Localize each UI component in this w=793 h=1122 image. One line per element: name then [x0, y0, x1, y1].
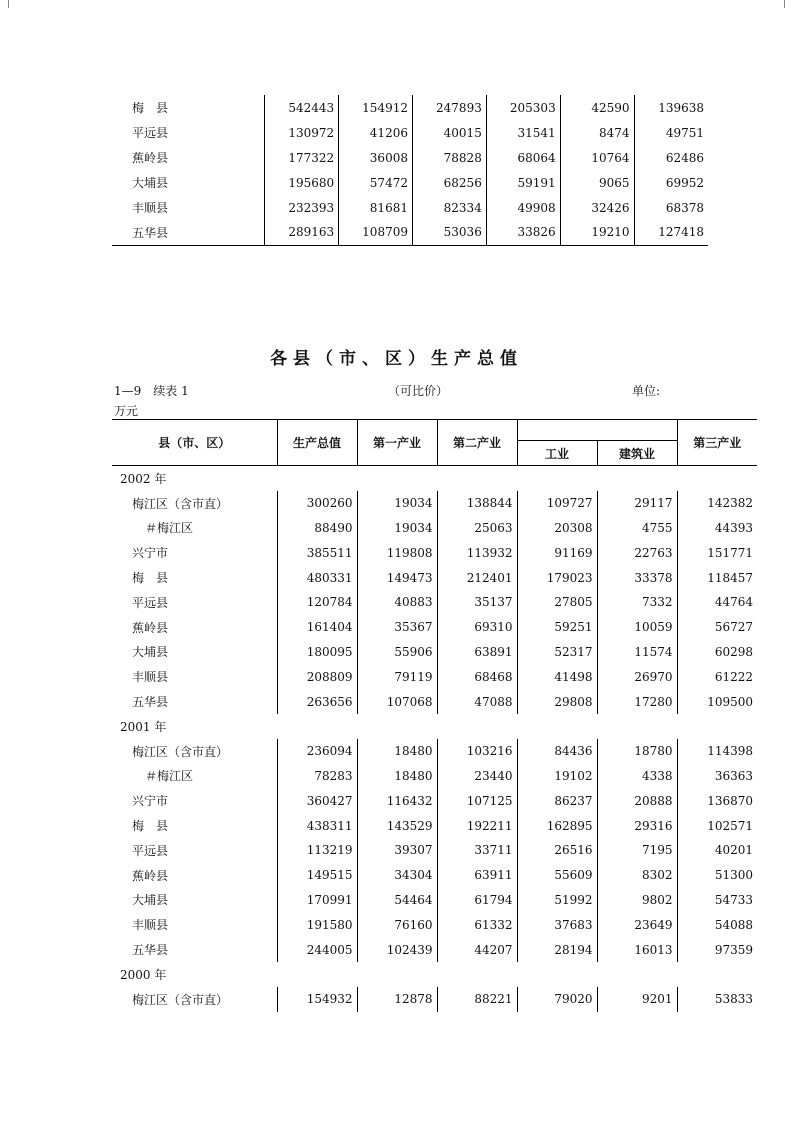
county-name: 梅 县	[112, 813, 277, 838]
value-cell: 62486	[665, 150, 704, 165]
value-cell: 480331	[277, 565, 357, 590]
county-name: 丰顺县	[112, 912, 277, 937]
value-cell: 76160	[357, 912, 437, 937]
table-row	[112, 640, 757, 665]
county-name: 平远县	[112, 120, 265, 145]
value-cell: 54088	[714, 917, 753, 932]
continuation-row	[112, 95, 708, 120]
value-cell: 17280	[597, 689, 677, 714]
value-cell: 44764	[714, 595, 753, 610]
year-row	[112, 962, 757, 987]
value-cell: 56727	[714, 620, 753, 635]
value-cell: 68378	[665, 200, 704, 215]
value-cell: 36008	[339, 145, 413, 170]
value-cell: 108709	[339, 220, 413, 245]
value-cell: 23649	[597, 912, 677, 937]
value-cell: 61332	[437, 912, 517, 937]
value-cell: 192211	[437, 813, 517, 838]
value-cell: 107068	[357, 689, 437, 714]
gdp-table-body	[112, 466, 757, 1012]
value-cell: 113219	[277, 838, 357, 863]
county-name: 丰顺县	[112, 195, 265, 220]
value-cell: 33378	[597, 565, 677, 590]
value-cell: 68256	[412, 170, 486, 195]
value-cell: 19102	[517, 764, 597, 789]
value-cell: 44207	[437, 937, 517, 962]
value-cell: 29316	[597, 813, 677, 838]
unit-value: 万元	[114, 404, 139, 418]
value-cell: 26516	[517, 838, 597, 863]
header-gdp: 生产总值	[277, 420, 357, 466]
value-cell: 12878	[357, 987, 437, 1012]
value-cell: 19034	[357, 491, 437, 516]
page-title: 各县（市、区）生产总值	[270, 349, 523, 369]
county-name: 大埔县	[112, 170, 265, 195]
county-name: 梅 县	[112, 95, 265, 120]
table-row	[112, 838, 757, 863]
year-label: 2000 年	[120, 967, 167, 982]
price-basis: （可比价）	[388, 384, 449, 398]
page-corner-mark-right	[784, 0, 793, 8]
county-name: 五华县	[112, 937, 277, 962]
value-cell: 35137	[437, 590, 517, 615]
value-cell: 4338	[597, 764, 677, 789]
county-name: 蕉岭县	[112, 863, 277, 888]
year-label: 2002 年	[120, 471, 167, 486]
value-cell: 88490	[277, 516, 357, 541]
header-county: 县（市、区）	[112, 420, 277, 466]
value-cell: 36363	[714, 768, 753, 783]
value-cell: 385511	[277, 540, 357, 565]
value-cell: 102571	[707, 818, 753, 833]
value-cell: 10764	[560, 145, 634, 170]
value-cell: 360427	[277, 788, 357, 813]
table-row	[112, 615, 757, 640]
value-cell: 9201	[597, 987, 677, 1012]
value-cell: 44393	[714, 520, 753, 535]
county-name: 蕉岭县	[112, 145, 265, 170]
county-name: 大埔县	[112, 640, 277, 665]
value-cell: 69952	[665, 175, 704, 190]
value-cell: 61794	[437, 888, 517, 913]
value-cell: 195680	[265, 170, 339, 195]
value-cell: 61222	[714, 669, 753, 684]
table-row	[112, 863, 757, 888]
value-cell: 54733	[714, 892, 753, 907]
county-name: 梅江区（含市直）	[112, 739, 277, 764]
value-cell: 59191	[486, 170, 560, 195]
value-cell: 208809	[277, 664, 357, 689]
value-cell: 149473	[357, 565, 437, 590]
value-cell: 82334	[412, 195, 486, 220]
value-cell: 84436	[517, 739, 597, 764]
value-cell: 55906	[357, 640, 437, 665]
value-cell: 116432	[357, 788, 437, 813]
county-name: ＃梅江区	[112, 764, 277, 789]
header-tertiary: 第三产业	[677, 420, 757, 466]
value-cell: 20888	[597, 788, 677, 813]
value-cell: 161404	[277, 615, 357, 640]
value-cell: 78828	[412, 145, 486, 170]
value-cell: 53833	[714, 992, 753, 1007]
value-cell: 212401	[437, 565, 517, 590]
value-cell: 79119	[357, 664, 437, 689]
value-cell: 205303	[486, 95, 560, 120]
value-cell: 142382	[707, 496, 753, 511]
gdp-table-header	[112, 420, 757, 466]
table-row	[112, 987, 757, 1012]
value-cell: 35367	[357, 615, 437, 640]
value-cell: 20308	[517, 516, 597, 541]
value-cell: 119808	[357, 540, 437, 565]
county-name: 丰顺县	[112, 664, 277, 689]
value-cell: 91169	[517, 540, 597, 565]
value-cell: 23440	[437, 764, 517, 789]
continuation-row	[112, 220, 708, 245]
value-cell: 170991	[277, 888, 357, 913]
year-row	[112, 466, 757, 491]
value-cell: 8474	[560, 120, 634, 145]
value-cell: 63911	[437, 863, 517, 888]
value-cell: 130972	[265, 120, 339, 145]
value-cell: 136870	[707, 793, 753, 808]
value-cell: 7332	[597, 590, 677, 615]
value-cell: 177322	[265, 145, 339, 170]
value-cell: 33711	[437, 838, 517, 863]
table-row	[112, 739, 757, 764]
value-cell: 154932	[277, 987, 357, 1012]
value-cell: 11574	[597, 640, 677, 665]
value-cell: 68064	[486, 145, 560, 170]
value-cell: 25063	[437, 516, 517, 541]
value-cell: 10059	[597, 615, 677, 640]
value-cell: 113932	[437, 540, 517, 565]
table-row	[112, 912, 757, 937]
value-cell: 438311	[277, 813, 357, 838]
value-cell: 97359	[714, 942, 753, 957]
value-cell: 27805	[517, 590, 597, 615]
continuation-table	[112, 95, 708, 246]
county-name: 平远县	[112, 590, 277, 615]
value-cell: 102439	[357, 937, 437, 962]
value-cell: 81681	[339, 195, 413, 220]
value-cell: 69310	[437, 615, 517, 640]
table-row	[112, 516, 757, 541]
year-label: 2001 年	[120, 719, 167, 734]
value-cell: 107125	[437, 788, 517, 813]
value-cell: 127418	[658, 225, 704, 240]
value-cell: 191580	[277, 912, 357, 937]
value-cell: 34304	[357, 863, 437, 888]
value-cell: 29117	[597, 491, 677, 516]
value-cell: 109727	[517, 491, 597, 516]
value-cell: 16013	[597, 937, 677, 962]
value-cell: 52317	[517, 640, 597, 665]
value-cell: 149515	[277, 863, 357, 888]
value-cell: 118457	[707, 570, 753, 585]
value-cell: 40201	[714, 843, 753, 858]
value-cell: 49751	[665, 125, 704, 140]
value-cell: 9065	[560, 170, 634, 195]
county-name: 兴宁市	[112, 540, 277, 565]
table-row	[112, 540, 757, 565]
value-cell: 47088	[437, 689, 517, 714]
value-cell: 86237	[517, 788, 597, 813]
header-industry: 工业	[517, 441, 597, 466]
value-cell: 289163	[265, 220, 339, 245]
value-cell: 40883	[357, 590, 437, 615]
value-cell: 22763	[597, 540, 677, 565]
value-cell: 68468	[437, 664, 517, 689]
value-cell: 138844	[437, 491, 517, 516]
value-cell: 8302	[597, 863, 677, 888]
value-cell: 51992	[517, 888, 597, 913]
table-row	[112, 937, 757, 962]
value-cell: 18480	[357, 764, 437, 789]
value-cell: 88221	[437, 987, 517, 1012]
value-cell: 180095	[277, 640, 357, 665]
value-cell: 60298	[714, 644, 753, 659]
gdp-table	[112, 419, 757, 1012]
county-name: 梅江区（含市直）	[112, 491, 277, 516]
value-cell: 120784	[277, 590, 357, 615]
header-secondary-blank	[517, 420, 677, 441]
value-cell: 41206	[339, 120, 413, 145]
value-cell: 18480	[357, 739, 437, 764]
county-name: 大埔县	[112, 888, 277, 913]
value-cell: 143529	[357, 813, 437, 838]
value-cell: 41498	[517, 664, 597, 689]
table-row	[112, 888, 757, 913]
value-cell: 162895	[517, 813, 597, 838]
county-name: 梅 县	[112, 565, 277, 590]
continuation-table-body	[112, 95, 708, 245]
county-name: ＃梅江区	[112, 516, 277, 541]
table-row	[112, 764, 757, 789]
value-cell: 39307	[357, 838, 437, 863]
continuation-row	[112, 195, 708, 220]
continuation-row	[112, 170, 708, 195]
table-row	[112, 590, 757, 615]
value-cell: 26970	[597, 664, 677, 689]
value-cell: 263656	[277, 689, 357, 714]
value-cell: 19210	[560, 220, 634, 245]
value-cell: 29808	[517, 689, 597, 714]
value-cell: 42590	[560, 95, 634, 120]
page-corner-mark-left	[0, 0, 9, 8]
value-cell: 139638	[658, 100, 704, 115]
header-construction: 建筑业	[597, 441, 677, 466]
value-cell: 78283	[277, 764, 357, 789]
table-row	[112, 788, 757, 813]
value-cell: 28194	[517, 937, 597, 962]
header-secondary: 第二产业	[437, 420, 517, 466]
county-name: 平远县	[112, 838, 277, 863]
value-cell: 79020	[517, 987, 597, 1012]
value-cell: 7195	[597, 838, 677, 863]
value-cell: 236094	[277, 739, 357, 764]
value-cell: 154912	[339, 95, 413, 120]
value-cell: 300260	[277, 491, 357, 516]
value-cell: 33826	[486, 220, 560, 245]
county-name: 梅江区（含市直）	[112, 987, 277, 1012]
table-row	[112, 491, 757, 516]
value-cell: 40015	[412, 120, 486, 145]
table-row	[112, 565, 757, 590]
value-cell: 59251	[517, 615, 597, 640]
header-primary: 第一产业	[357, 420, 437, 466]
value-cell: 49908	[486, 195, 560, 220]
value-cell: 4755	[597, 516, 677, 541]
continuation-row	[112, 120, 708, 145]
value-cell: 9802	[597, 888, 677, 913]
value-cell: 114398	[707, 744, 753, 759]
value-cell: 55609	[517, 863, 597, 888]
value-cell: 53036	[412, 220, 486, 245]
unit-label: 单位:	[632, 384, 661, 398]
value-cell: 19034	[357, 516, 437, 541]
value-cell: 32426	[560, 195, 634, 220]
county-name: 兴宁市	[112, 788, 277, 813]
county-name: 五华县	[112, 689, 277, 714]
value-cell: 109500	[707, 694, 753, 709]
value-cell: 247893	[412, 95, 486, 120]
value-cell: 63891	[437, 640, 517, 665]
value-cell: 151771	[707, 545, 753, 560]
value-cell: 542443	[265, 95, 339, 120]
county-name: 五华县	[112, 220, 265, 245]
value-cell: 37683	[517, 912, 597, 937]
continuation-row	[112, 145, 708, 170]
value-cell: 232393	[265, 195, 339, 220]
value-cell: 179023	[517, 565, 597, 590]
year-row	[112, 714, 757, 739]
county-name: 蕉岭县	[112, 615, 277, 640]
value-cell: 244005	[277, 937, 357, 962]
value-cell: 31541	[486, 120, 560, 145]
table-row	[112, 813, 757, 838]
table-code: 1—9 续表 1	[114, 384, 189, 398]
value-cell: 51300	[714, 868, 753, 883]
value-cell: 18780	[597, 739, 677, 764]
value-cell: 57472	[339, 170, 413, 195]
value-cell: 103216	[437, 739, 517, 764]
table-row	[112, 689, 757, 714]
value-cell: 54464	[357, 888, 437, 913]
table-row	[112, 664, 757, 689]
